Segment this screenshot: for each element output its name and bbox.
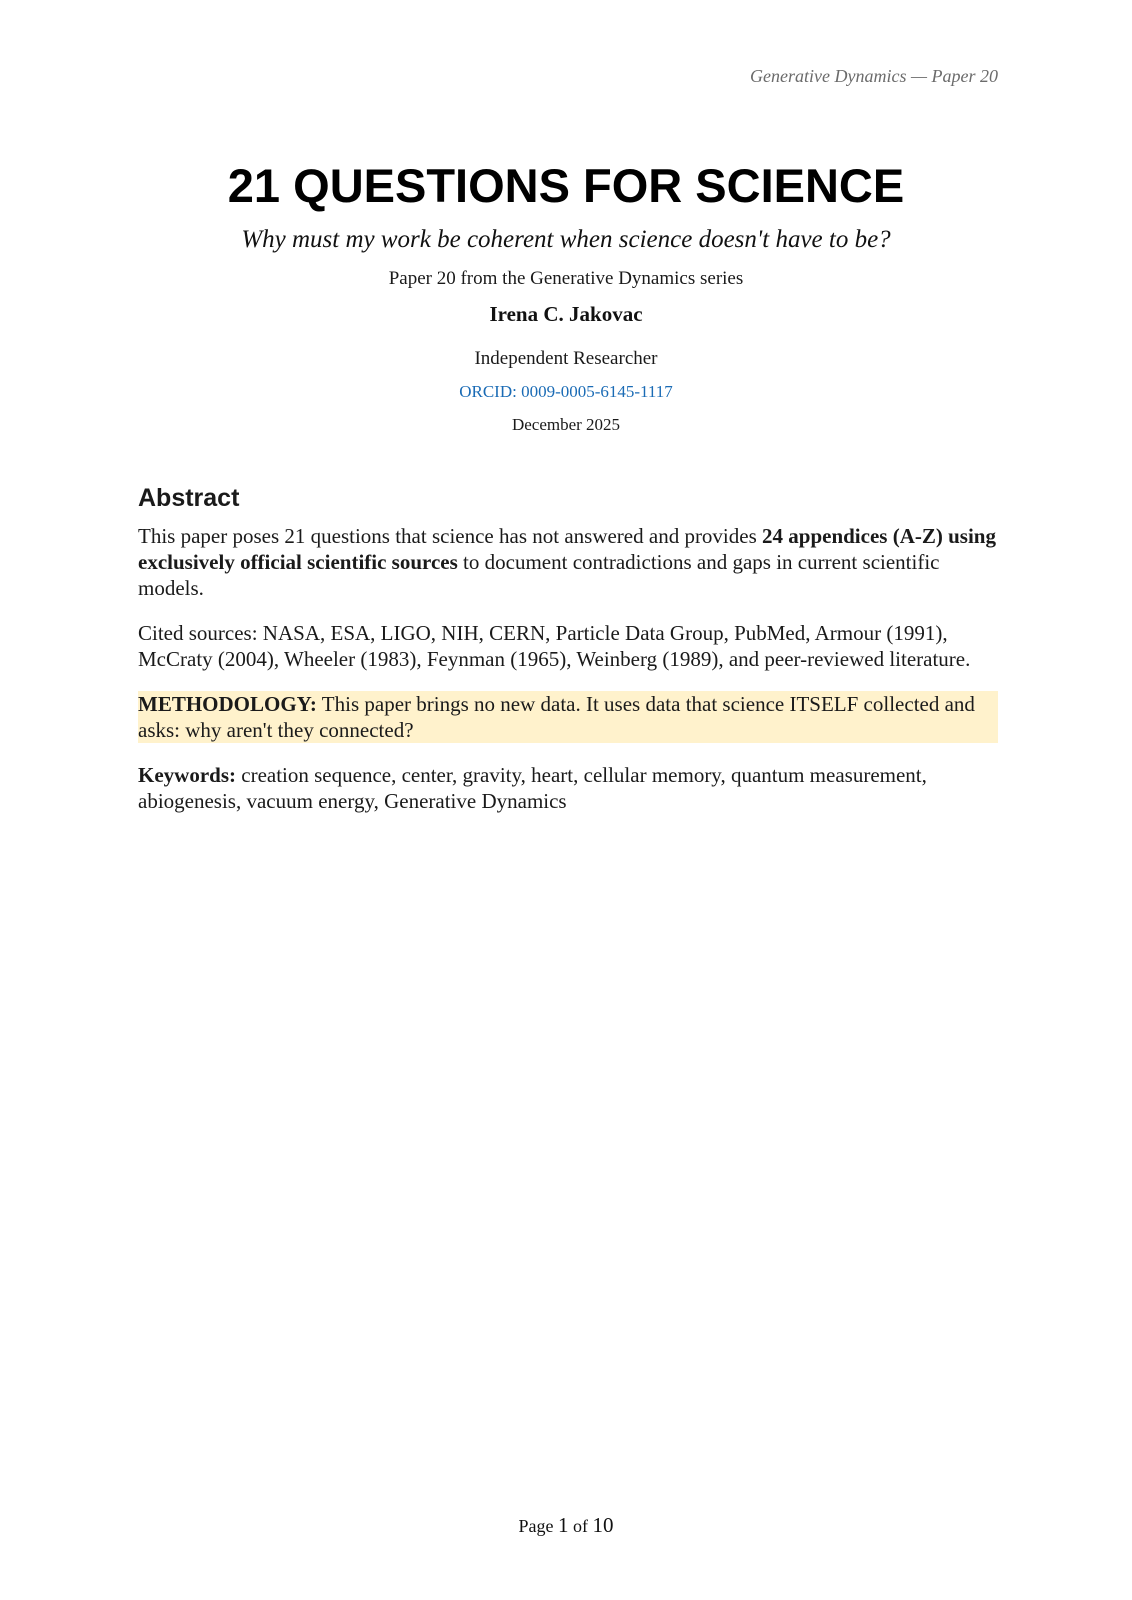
author-name: Irena C. Jakovac <box>489 302 643 326</box>
methodology-label: METHODOLOGY: <box>138 692 317 716</box>
paper-subtitle: Why must my work be coherent when science doesn't have to be? <box>241 226 891 253</box>
abstract-heading: Abstract <box>138 484 240 512</box>
page-footer <box>0 1512 1132 1539</box>
page-prefix: Page <box>518 1516 558 1536</box>
keywords-label: Keywords: <box>138 763 236 787</box>
abstract-p1-start: This paper poses 21 questions that science has not answered and provides <box>138 524 763 548</box>
abstract-paragraph-1 <box>138 523 998 601</box>
keywords-paragraph <box>138 762 998 814</box>
current-page-number: 1 <box>558 1513 569 1537</box>
abstract-paragraph-2: Cited sources: NASA, ESA, LIGO, NIH, CERN, Particle Data Group, PubMed, Armour (1991), McCraty (2004), Wheeler (1983), Feynman (1965), Weinberg (1989), and peer-reviewed literature. <box>138 621 971 671</box>
orcid-line <box>0 380 1132 404</box>
series-line: Paper 20 from the Generative Dynamics series <box>388 268 744 289</box>
running-header: Generative Dynamics — Paper 20 <box>750 66 998 86</box>
author-affiliation: Independent Researcher <box>474 348 658 369</box>
orcid-link[interactable]: ORCID: 0009-0005-6145-1117 <box>459 382 673 401</box>
keywords-text: creation sequence, center, gravity, heart, cellular memory, quantum measurement, abiogenesis, vacuum energy, Generative Dynamics <box>138 763 927 813</box>
abstract-p1-end: to document contradictions and gaps in current scientific models. <box>138 550 940 600</box>
methodology-text: This paper brings no new data. It uses data that science ITSELF collected and asks: why aren't they connected? <box>138 692 975 742</box>
methodology-highlight <box>138 691 998 743</box>
page-of-word: of <box>568 1516 593 1536</box>
publication-date: December 2025 <box>511 415 621 434</box>
abstract-p1-bold: 24 appendices (A-Z) using exclusively official scientific sources <box>138 524 996 574</box>
paper-title: 21 QUESTIONS FOR SCIENCE <box>227 159 905 212</box>
abstract-section <box>138 482 998 833</box>
total-pages-number: 10 <box>592 1513 614 1537</box>
